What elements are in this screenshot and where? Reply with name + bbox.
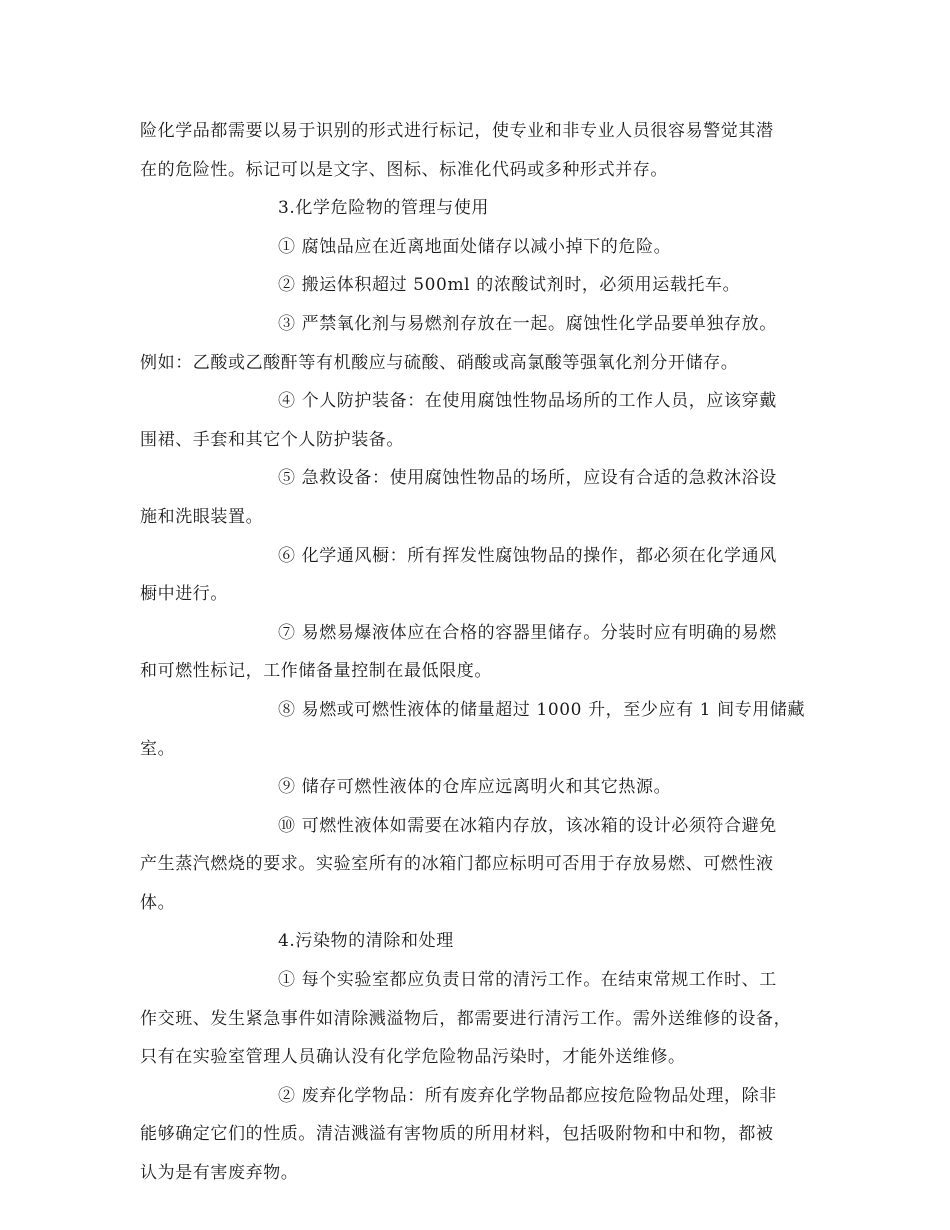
document-line: ② 搬运体积超过 500ml 的浓酸试剂时，必须用运载托车。 [278, 275, 741, 296]
document-line: 作交班、发生紧急事件如清除溅溢物后，都需要进行清污工作。需外送维修的设备， [140, 1008, 792, 1029]
document-line: 室。 [140, 738, 176, 759]
document-line: ③ 严禁氧化剂与易燃剂存放在一起。腐蚀性化学品要单独存放。 [278, 313, 777, 334]
document-line: ⑨ 储存可燃性液体的仓库应远离明火和其它热源。 [278, 777, 672, 798]
document-line: 产生蒸汽燃烧的要求。实验室所有的冰箱门都应标明可否用于存放易燃、可燃性液 [140, 854, 774, 875]
document-line: 4.污染物的清除和处理 [278, 931, 454, 952]
document-line: 例如：乙酸或乙酸酐等有机酸应与硫酸、硝酸或高氯酸等强氧化剂分开储存。 [140, 352, 739, 373]
document-line: ④ 个人防护装备：在使用腐蚀性物品场所的工作人员，应该穿戴 [278, 391, 777, 412]
document-line: 和可燃性标记，工作储备量控制在最低限度。 [140, 661, 492, 682]
document-line: 在的危险性。标记可以是文字、图标、标准化代码或多种形式并存。 [140, 159, 668, 180]
document-line: 施和洗眼装置。 [140, 506, 264, 527]
document-line: ⑤ 急救设备：使用腐蚀性物品的场所，应设有合适的急救沐浴设 [278, 468, 777, 489]
document-line: 能够确定它们的性质。清洁溅溢有害物质的所用材料，包括吸附物和中和物，都被 [140, 1124, 774, 1145]
document-line: ⑩ 可燃性液体如需要在冰箱内存放，该冰箱的设计必须符合避免 [278, 815, 777, 836]
document-line: 围裙、手套和其它个人防护装备。 [140, 429, 404, 450]
document-line: ⑥ 化学通风橱：所有挥发性腐蚀物品的操作，都必须在化学通风 [278, 545, 777, 566]
document-line: 认为是有害废弃物。 [140, 1163, 299, 1184]
document-line: 体。 [140, 892, 176, 913]
document-line: ⑦ 易燃易爆液体应在合格的容器里储存。分装时应有明确的易燃 [278, 622, 777, 643]
document-body [140, 112, 820, 1193]
document-line: 只有在实验室管理人员确认没有化学危险物品污染时，才能外送维修。 [140, 1047, 686, 1068]
document-line: ⑧ 易燃或可燃性液体的储量超过 1000 升，至少应有 1 间专用储藏 [278, 699, 806, 720]
document-line: 险化学品都需要以易于识别的形式进行标记，使专业和非专业人员很容易警觉其潜 [140, 121, 774, 141]
document-line: ① 每个实验室都应负责日常的清污工作。在结束常规工作时、工 [278, 970, 777, 991]
document-line: 3.化学危险物的管理与使用 [278, 198, 490, 219]
document-line: 橱中进行。 [140, 584, 228, 605]
document-line: ① 腐蚀品应在近离地面处储存以减小掉下的危险。 [278, 236, 672, 257]
document-line: ② 废弃化学物品：所有废弃化学物品都应按危险物品处理，除非 [278, 1085, 777, 1106]
